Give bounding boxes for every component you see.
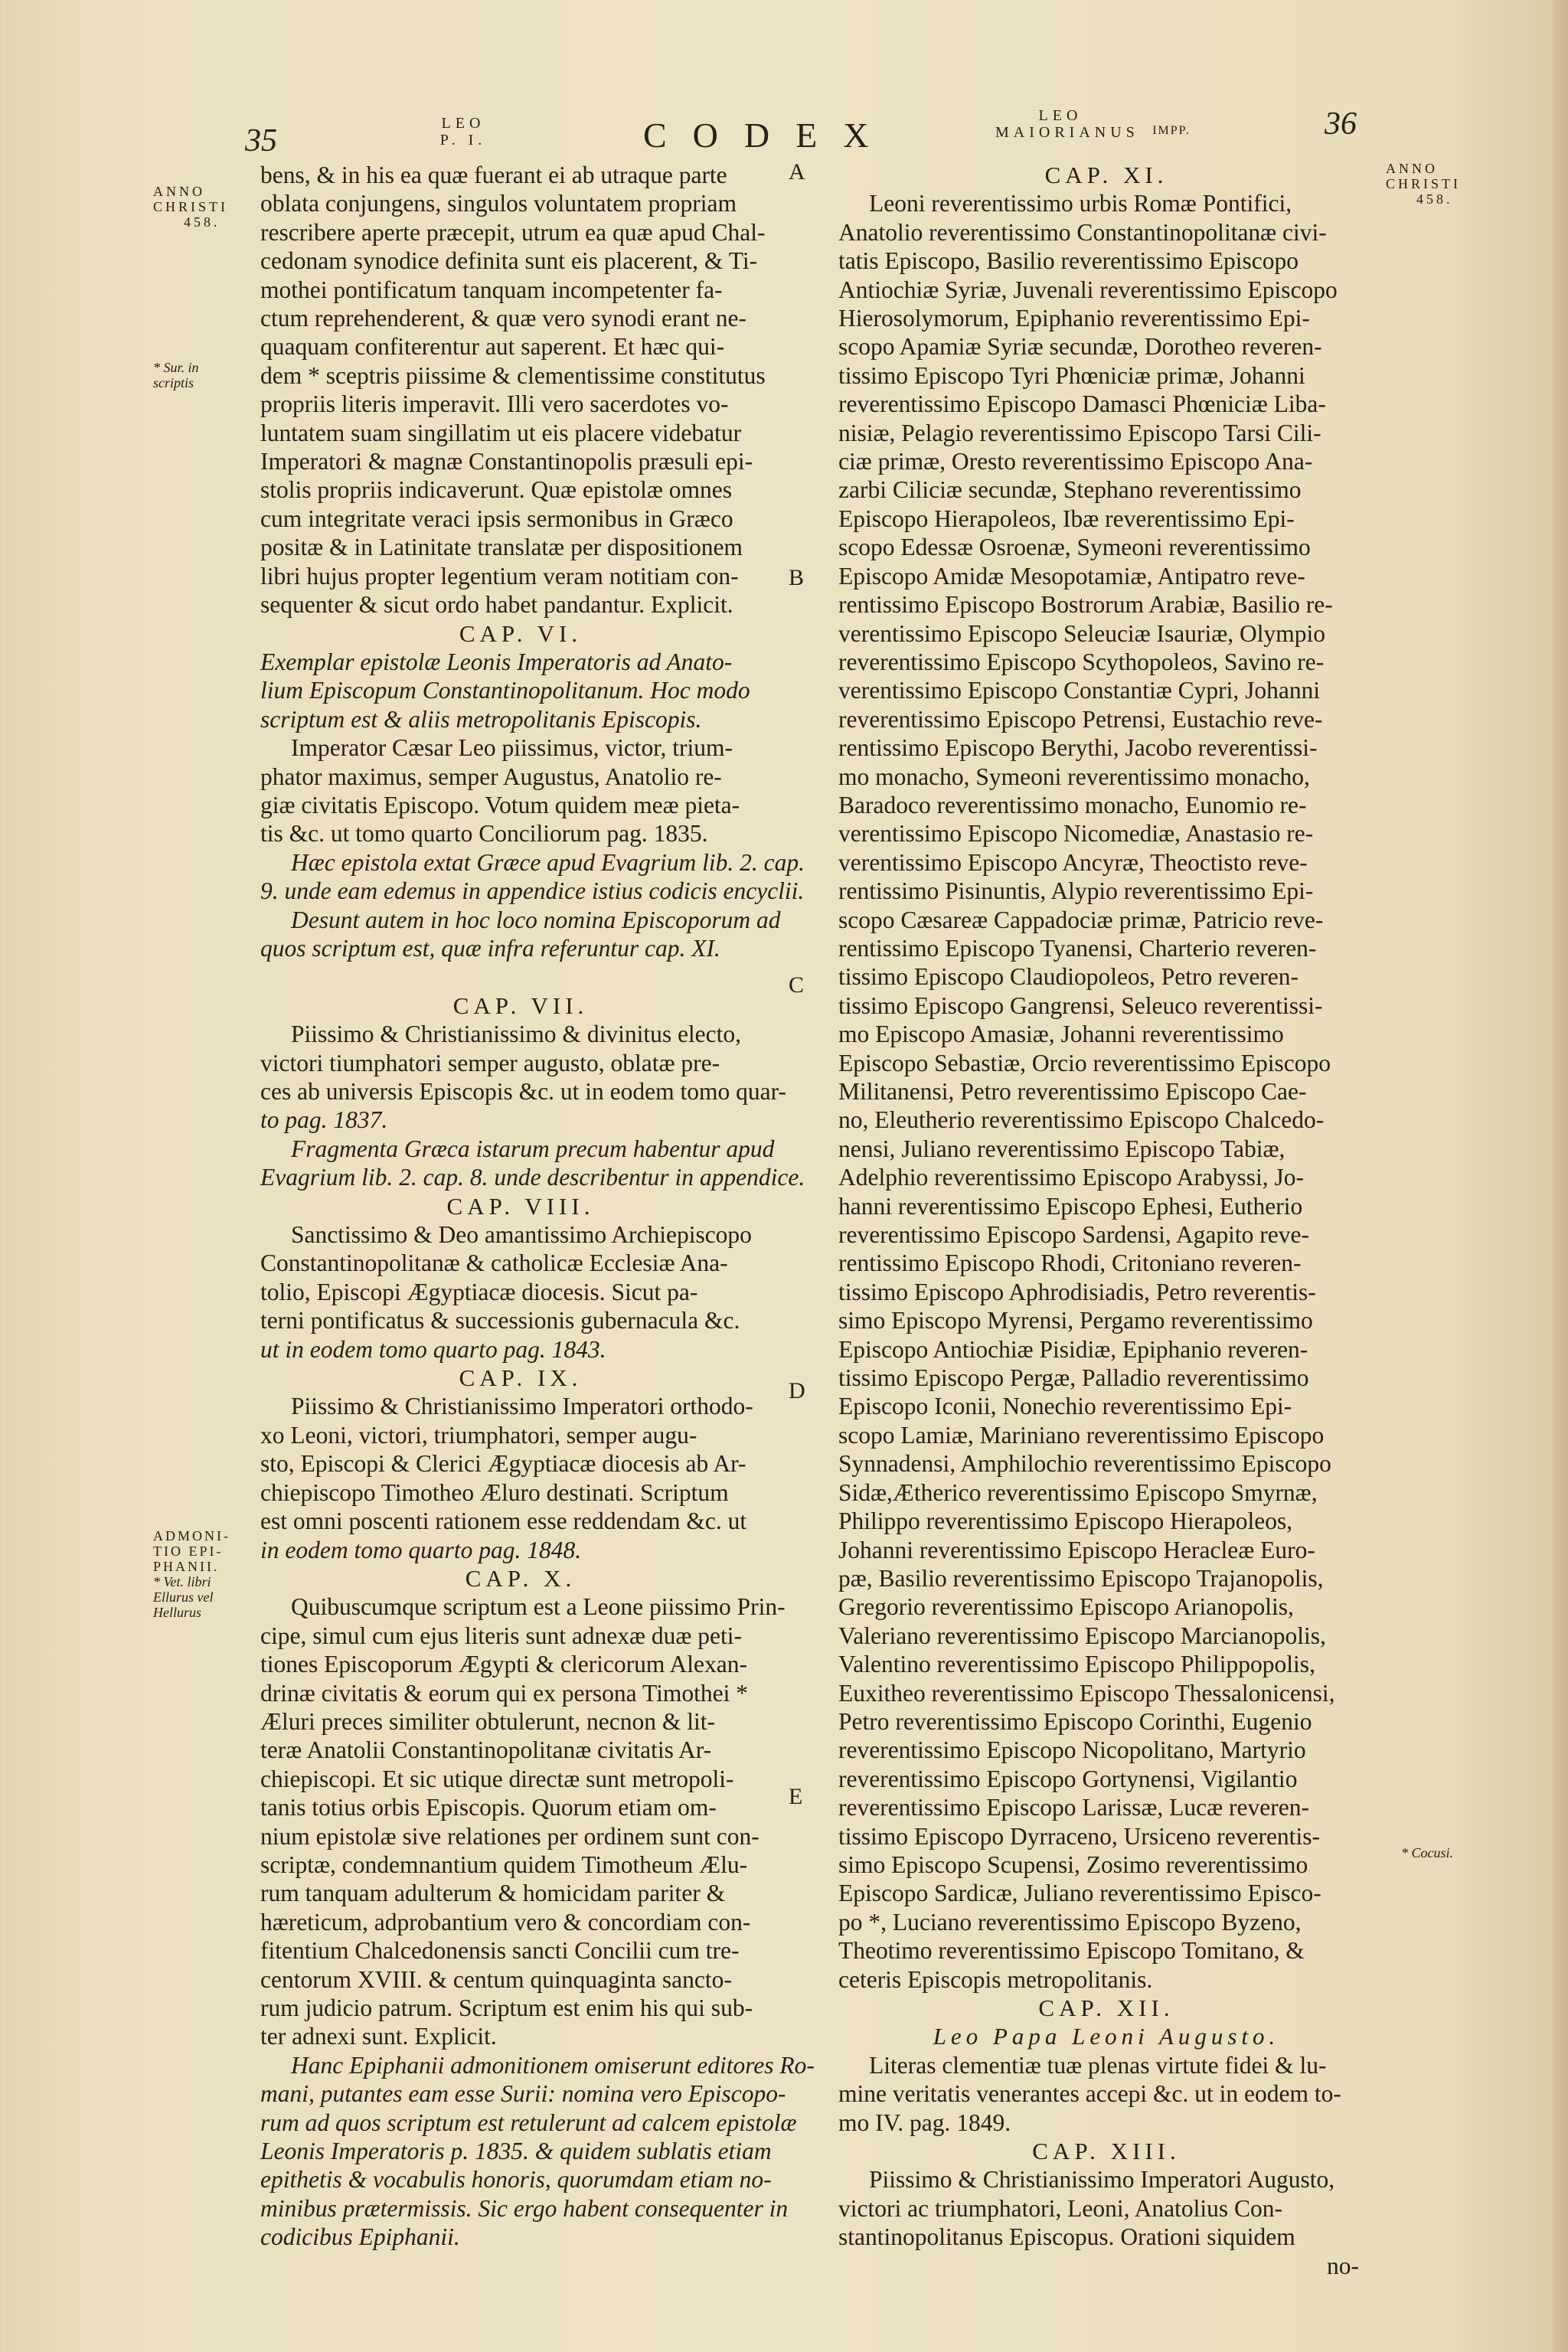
text-line: Hanc Epiphanii admonitionem omiserunt editores Ro- <box>291 2051 815 2079</box>
text-line: Gregorio reverentissimo Episcopo Arianopolis, <box>838 1593 1294 1621</box>
text-line: rentissimo Episcopo Tyanensi, Charterio reveren- <box>838 934 1317 962</box>
text-line: tissimo Episcopo Pergæ, Palladio reverentissimo <box>838 1364 1309 1392</box>
text-line: verentissimo Episcopo Constantiæ Cypri, Johanni <box>838 677 1321 704</box>
text-line: Exemplar epistolæ Leonis Imperatoris ad Anato- <box>260 648 733 675</box>
text-line: Adelphio reverentissimo Episcopo Arabyssi, Jo- <box>838 1164 1305 1191</box>
text-line: libri hujus propter legentium veram notitiam con- <box>260 562 739 590</box>
text-line: centorum XVIII. & centum quinquaginta sancto- <box>260 1965 732 1993</box>
book-spine-edge <box>1553 0 1568 2352</box>
text-line: Philippo reverentissimo Episcopo Hierapoleos, <box>838 1508 1293 1535</box>
text-line: scriptæ, condemnantium quidem Timotheum Ælu- <box>260 1851 748 1878</box>
text-line: victori tiumphatori semper augusto, oblatæ pre- <box>260 1049 720 1076</box>
text-line: tissimo Episcopo Gangrensi, Seleuco reverentissi- <box>838 991 1323 1019</box>
text-line: oblata conjungens, singulos voluntatem propriam <box>260 190 737 217</box>
text-line: tissimo Episcopo Aphrodisiadis, Petro reverentis- <box>838 1278 1316 1305</box>
text-line: Antiochiæ Syriæ, Juvenali reverentissimo Episcopo <box>838 276 1338 303</box>
text-line: sto, Episcopi & Clerici Ægyptiacæ diocesis ab Ar- <box>260 1450 746 1478</box>
text-line: bens, & in his ea quæ fuerant ei ab utraque parte <box>260 162 727 188</box>
text-line: scopo Cæsareæ Cappadociæ primæ, Patricio reve- <box>838 906 1324 933</box>
chapter-heading: CAP. VI. <box>459 619 583 647</box>
text-line: Episcopo Iconii, Nonechio reverentissimo Epi- <box>838 1393 1292 1420</box>
text-line: Evagrium lib. 2. cap. 8. unde describentur in appendice. <box>260 1164 805 1191</box>
chapter-heading: Leo Papa Leoni Augusto. <box>933 2023 1280 2050</box>
text-line: pæ, Basilio reverentissimo Episcopo Trajanopolis, <box>838 1564 1324 1592</box>
text-line: Hierosolymorum, Epiphanio reverentissimo Epi- <box>838 305 1310 332</box>
text-line: Johanni reverentissimo Episcopo Heracleæ Euro- <box>838 1536 1315 1563</box>
text-line: reverentissimo Episcopo Nicopolitano, Martyrio <box>838 1736 1306 1764</box>
text-line: mo IV. pag. 1849. <box>838 2109 1011 2136</box>
text-line: verentissimo Episcopo Nicomediæ, Anastasio re- <box>838 820 1314 848</box>
text-line: scopo Apamiæ Syriæ secundæ, Dorotheo reveren- <box>838 333 1322 361</box>
text-line: Valeriano reverentissimo Episcopo Marcianopolis, <box>838 1622 1326 1649</box>
text-line: no, Eleutherio reverentissimo Episcopo Chalcedo- <box>838 1106 1325 1134</box>
text-line: positæ & in Latinitate translatæ per dispositionem <box>260 534 743 561</box>
text-line: tis &c. ut tomo quarto Conciliorum pag. 1835. <box>260 820 708 848</box>
text-line: Episcopo Antiochiæ Pisidiæ, Epiphanio reveren- <box>838 1335 1308 1363</box>
text-line: terni pontificatus & successionis gubernacula &c. <box>260 1307 740 1334</box>
text-line: mo Episcopo Amasiæ, Johanni reverentissimo <box>838 1021 1284 1048</box>
text-line: in eodem tomo quarto pag. 1848. <box>260 1536 582 1563</box>
text-line: Theotimo reverentissimo Episcopo Tomitano, & <box>838 1937 1305 1965</box>
right-running-head-suffix: IMPP. <box>1152 124 1191 137</box>
text-line: rescribere aperte præcepit, utrum ea quæ apud Chal- <box>260 218 766 246</box>
text-line: mine veritatis venerantes accepi &c. ut in eodem to- <box>838 2080 1341 2108</box>
text-line: tissimo Episcopo Tyri Phœniciæ primæ, Johanni <box>838 361 1305 389</box>
text-line: stantinopolitanus Episcopus. Orationi siquidem <box>838 2223 1295 2251</box>
section-letter-d: D <box>789 1378 805 1403</box>
text-line: Militanensi, Petro reverentissimo Episcopo Cae- <box>838 1078 1307 1105</box>
text-line: rentissimo Episcopo Bostrorum Arabiæ, Basilio re- <box>838 591 1333 619</box>
text-line <box>260 962 781 991</box>
page-title: CODEX <box>643 116 895 155</box>
margin-year-right: ANNO CHRISTI 458. <box>1386 161 1462 207</box>
running-header <box>0 0 1568 168</box>
text-line: Quibuscumque scriptum est a Leone piissimo Prin- <box>291 1593 786 1621</box>
text-line: reverentissimo Episcopo Sardensi, Agapito reve- <box>838 1221 1309 1249</box>
text-line: Sanctissimo & Deo amantissimo Archiepiscopo <box>291 1221 752 1249</box>
text-line: propriis literis imperavit. Illi vero sacerdotes vo- <box>260 390 729 418</box>
text-line: rentissimo Pisinuntis, Alypio reverentissimo Epi- <box>838 877 1314 905</box>
text-line: ter adnexi sunt. Explicit. <box>260 2023 497 2050</box>
text-line: luntatem suam singillatim ut eis placere videbatur <box>260 419 742 446</box>
text-line: mani, putantes eam esse Surii: nomina vero Episcopo- <box>260 2080 786 2108</box>
chapter-heading: CAP. X. <box>465 1564 577 1592</box>
left-running-head: LEO P. I. <box>439 115 487 149</box>
margin-admonitio: ADMONI- TIO EPI- PHANII. * Vet. libri Ellurus vel Hellurus <box>153 1528 230 1620</box>
text-line: tissimo Episcopo Dyrraceno, Ursiceno reverentis- <box>838 1822 1320 1850</box>
text-line: est omni poscenti rationem esse reddendam &c. ut <box>260 1508 747 1535</box>
text-line: tanis totius orbis Episcopis. Quorum etiam om- <box>260 1794 717 1821</box>
text-line: Episcopo Sebastiæ, Orcio reverentissimo Episcopo <box>838 1049 1331 1076</box>
text-line: Fragmenta Græca istarum precum habentur apud <box>291 1135 775 1162</box>
text-line: Petro reverentissimo Episcopo Corinthi, Eugenio <box>838 1707 1312 1735</box>
text-line: codicibus Epiphanii. <box>260 2223 460 2251</box>
text-line: Episcopo Amidæ Mesopotamiæ, Antipatro reve- <box>838 562 1305 590</box>
section-letter-a: A <box>789 159 805 185</box>
text-line: Leoni reverentissimo urbis Romæ Pontifici, <box>869 190 1292 217</box>
text-line: epithetis & vocabulis honoris, quorumdam etiam no- <box>260 2166 772 2194</box>
text-line: rentissimo Episcopo Rhodi, Critoniano reveren- <box>838 1250 1302 1277</box>
chapter-heading: CAP. VII. <box>452 991 589 1019</box>
text-line: rum judicio patrum. Scriptum est enim his qui sub- <box>260 1994 753 2021</box>
text-line: Sidæ,Ætherico reverentissimo Episcopo Smyrnæ, <box>838 1478 1318 1506</box>
text-line: Æluri preces similiter obtulerunt, necnon & lit- <box>260 1707 715 1735</box>
text-line: reverentissimo Episcopo Damasci Phœniciæ Liba- <box>838 390 1326 418</box>
text-line: reverentissimo Episcopo Petrensi, Eustachio reve- <box>838 705 1323 733</box>
text-line: nisiæ, Pelagio reverentissimo Episcopo Tarsi Cili- <box>838 419 1321 446</box>
text-line: ctum reprehenderent, & quæ vero synodi erant ne- <box>260 305 747 332</box>
text-line: Baradoco reverentissimo monacho, Eunomio re- <box>838 791 1307 818</box>
text-line: tissimo Episcopo Claudiopoleos, Petro reveren- <box>838 963 1299 991</box>
text-line: Imperator Cæsar Leo piissimus, victor, trium- <box>291 734 733 762</box>
text-line: cum integritate veraci ipsis sermonibus in Græco <box>260 505 733 532</box>
text-line: cedonam synodice definita sunt eis placerent, & Ti- <box>260 247 758 275</box>
chapter-heading: CAP. XI. <box>1044 162 1168 188</box>
text-line: reverentissimo Episcopo Scythopoleos, Savino re- <box>838 648 1325 675</box>
text-line: to pag. 1837. <box>260 1106 388 1134</box>
chapter-heading: CAP. XII. <box>1038 1994 1174 2021</box>
text-line: Euxitheo reverentissimo Episcopo Thessalonicensi, <box>838 1679 1335 1707</box>
text-line: Literas clementiæ tuæ plenas virtute fidei & lu- <box>869 2051 1327 2079</box>
text-line: no- <box>1327 2252 1359 2279</box>
text-line: rentissimo Episcopo Berythi, Jacobo reverentissi- <box>838 734 1318 762</box>
text-line: 9. unde eam edemus in appendice istius codicis encyclii. <box>260 877 805 905</box>
margin-note-right: * Cocusi. <box>1401 1845 1454 1860</box>
text-line: Anatolio reverentissimo Constantinopolitanæ civi- <box>838 218 1327 246</box>
text-line: mothei pontificatum tanquam incompetenter fa- <box>260 276 723 303</box>
margin-note-sur: * Sur. in scriptis <box>153 360 199 390</box>
left-page-number: 35 <box>245 123 277 158</box>
text-line: lium Episcopum Constantinopolitanum. Hoc modo <box>260 677 750 704</box>
text-line: zarbi Ciliciæ secundæ, Stephano reverentissimo <box>838 476 1302 504</box>
text-line: simo Episcopo Myrensi, Pergamo reverentissimo <box>838 1307 1313 1334</box>
text-line: Hæc epistola extat Græce apud Evagrium lib. 2. cap. <box>291 848 805 876</box>
text-line: simo Episcopo Scupensi, Zosimo reverentissimo <box>838 1851 1308 1878</box>
text-line: drinæ civitatis & eorum qui ex persona Timothei * <box>260 1679 748 1707</box>
section-letter-b: B <box>789 565 805 590</box>
text-line: scopo Lamiæ, Mariniano reverentissimo Episcopo <box>838 1421 1325 1449</box>
text-line: Imperatori & magnæ Constantinopolis præsuli epi- <box>260 448 753 475</box>
text-line: scopo Edessæ Osroenæ, Symeoni reverentissimo <box>838 534 1311 561</box>
text-line: scriptum est & aliis metropolitanis Episcopis. <box>260 705 702 733</box>
section-letter-e: E <box>789 1784 803 1809</box>
text-line: chiepiscopi. Et sic utique directæ sunt metropoli- <box>260 1765 734 1792</box>
text-line: stolis propriis indicaverunt. Quæ epistolæ omnes <box>260 476 732 504</box>
text-line: quaquam confiterentur aut saperent. Et hæc qui- <box>260 333 725 361</box>
text-line: ceteris Episcopis metropolitanis. <box>838 1965 1153 1993</box>
text-line: tolio, Episcopi Ægyptiacæ diocesis. Sicut pa- <box>260 1278 698 1305</box>
text-line: minibus prætermissis. Sic ergo habent consequenter in <box>260 2194 789 2222</box>
chapter-heading: CAP. XIII. <box>1032 2138 1181 2165</box>
text-line: reverentissimo Episcopo Larissæ, Lucæ reveren- <box>838 1794 1309 1821</box>
text-line: fitentium Chalcedonensis sancti Concilii cum tre- <box>260 1937 740 1965</box>
text-line: victori ac triumphatori, Leoni, Anatolius Con- <box>838 2194 1283 2222</box>
text-line: Piissimo & Christianissimo & divinitus electo, <box>291 1021 742 1048</box>
text-line: Piissimo & Christianissimo Imperatori Augusto, <box>869 2166 1335 2194</box>
text-line: sequenter & sicut ordo habet pandantur. Explicit. <box>260 591 733 619</box>
text-line: Piissimo & Christianissimo Imperatori orthodo- <box>291 1393 753 1420</box>
text-line: Desunt autem in hoc loco nomina Episcoporum ad <box>291 906 781 933</box>
text-line: ces ab universis Episcopis &c. ut in eodem tomo quar- <box>260 1078 786 1105</box>
text-line: po *, Luciano reverentissimo Episcopo Byzeno, <box>838 1908 1302 1936</box>
chapter-heading: CAP. VIII. <box>446 1192 595 1220</box>
text-line: ciæ primæ, Oresto reverentissimo Episcopo Ana- <box>838 448 1313 475</box>
text-line: tiones Episcoporum Ægypti & clericorum Alexan- <box>260 1651 747 1678</box>
text-line: mo monacho, Symeoni reverentissimo monacho, <box>838 763 1310 790</box>
text-line: hanni reverentissimo Episcopo Ephesi, Eutherio <box>838 1192 1303 1220</box>
text-line: Leonis Imperatoris p. 1835. & quidem sublatis etiam <box>260 2138 772 2165</box>
text-line: rum tanquam adulterum & homicidam pariter & <box>260 1880 726 1907</box>
text-line: nium epistolæ sive relationes per ordinem sunt con- <box>260 1822 760 1850</box>
text-line: quos scriptum est, quæ infra referuntur cap. XI. <box>260 934 720 962</box>
text-line: xo Leoni, victori, triumphatori, semper augu- <box>260 1421 697 1449</box>
text-line: Episcopo Sardicæ, Juliano reverentissimo Episco- <box>838 1880 1321 1907</box>
right-running-head: LEO MAIORIANUS <box>995 107 1139 141</box>
text-line: Synnadensi, Amphilochio reverentissimo Episcopo <box>838 1450 1331 1478</box>
margin-year-left: ANNO CHRISTI 458. <box>153 184 229 230</box>
right-page-number: 36 <box>1325 106 1357 142</box>
text-line: rum ad quos scriptum est retulerunt ad calcem epistolæ <box>260 2109 797 2136</box>
text-line: reverentissimo Episcopo Gortynensi, Vigilantio <box>838 1765 1298 1792</box>
text-line: nensi, Juliano reverentissimo Episcopo Tabiæ, <box>838 1135 1285 1162</box>
text-line: Constantinopolitanæ & catholicæ Ecclesiæ Ana- <box>260 1250 728 1277</box>
text-line: cipe, simul cum ejus literis sunt adnexæ duæ peti- <box>260 1622 743 1649</box>
text-line: phator maximus, semper Augustus, Anatolio re- <box>260 763 722 790</box>
right-text-column <box>838 161 1374 2280</box>
chapter-heading: CAP. IX. <box>459 1364 583 1392</box>
text-line: ut in eodem tomo quarto pag. 1843. <box>260 1335 606 1363</box>
text-line: giæ civitatis Episcopo. Votum quidem meæ pieta- <box>260 791 740 818</box>
text-line: Valentino reverentissimo Episcopo Philippopolis, <box>838 1651 1315 1678</box>
text-line: dem * sceptris piissime & clementissime constitutus <box>260 361 766 389</box>
text-line: teræ Anatolii Constantinopolitanæ civitatis Ar- <box>260 1736 712 1764</box>
text-line: verentissimo Episcopo Seleuciæ Isauriæ, Olympio <box>838 619 1326 647</box>
text-line: verentissimo Episcopo Ancyræ, Theoctisto reve- <box>838 848 1308 876</box>
text-line: tatis Episcopo, Basilio reverentissimo Episcopo <box>838 247 1299 275</box>
text-line: Episcopo Hierapoleos, Ibæ reverentissimo Epi- <box>838 505 1295 532</box>
left-text-column <box>260 161 815 2252</box>
text-line: chiepiscopo Timotheo Æluro destinati. Scriptum <box>260 1478 729 1506</box>
section-letter-c: C <box>789 972 805 998</box>
text-line: hæreticum, adprobantium vero & concordiam con- <box>260 1908 751 1936</box>
